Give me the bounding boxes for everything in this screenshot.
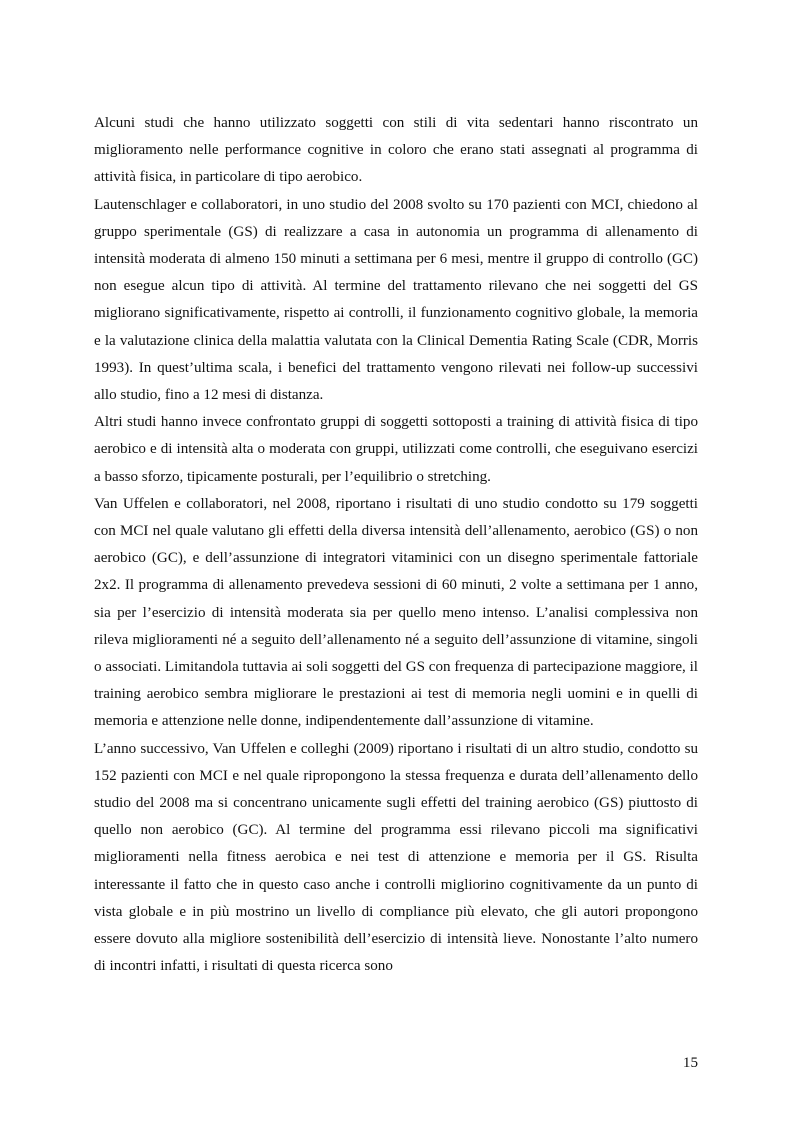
paragraph: L’anno successivo, Van Uffelen e colleghi (2009) riportano i risultati di un altro studio, condotto su 152 pazienti con MCI e nel quale ripropongono la stessa frequenza e durata dell’allenamento dello studio del 2008 ma si concentrano unicamente sugli effetti del training aerobico (GS) piuttosto di quello non aerobico (GC). Al termine del programma essi rilevano piccoli ma significativi miglioramenti nella fitness aerobica e nei test di attenzione e memoria per il GS. Risulta interessante il fatto che in questo caso anche i controlli migliorino cognitivamente da un punto di vista globale e in più mostrino un livello di compliance più elevato, che gli autori propongono essere dovuto alla migliore sostenibilità dell’esercizio di intensità lieve. Nonostante l’alto numero di incontri infatti, i risultati di questa ricerca sono [94, 740, 698, 975]
paragraph: Alcuni studi che hanno utilizzato soggetti con stili di vita sedentari hanno riscontrato un miglioramento nelle performance cognitive in coloro che erano stati assegnati al programma di attività fisica, in particolare di tipo aerobico. [94, 115, 698, 186]
paragraph: Van Uffelen e collaboratori, nel 2008, riportano i risultati di uno studio condotto su 179 soggetti con MCI nel quale valutano gli effetti della diversa intensità dell’allenamento, aerobico (GS) o non aerobico (GC), e dell’assunzione di integratori vitaminici con un disegno sperimentale fattoriale 2x2. Il programma di allenamento prevedeva sessioni di 60 minuti, 2 volte a settimana per 1 anno, sia per l’esercizio di intensità moderata sia per quello meno intenso. L’analisi complessiva non rileva miglioramenti né a seguito dell’allenamento né a seguito dell’assunzione di vitamine, singoli o associati. Limitandola tuttavia ai soli soggetti del GS con frequenza di partecipazione maggiore, il training aerobico sembra migliorare le prestazioni ai test di memoria negli uomini e in quelli di memoria e attenzione nelle donne, indipendentemente dall’assunzione di vitamine. [94, 495, 698, 730]
page-number: 15 [682, 1055, 698, 1071]
paragraph: Altri studi hanno invece confrontato gruppi di soggetti sottoposti a training di attività fisica di tipo aerobico e di intensità alta o moderata con gruppi, utilizzati come controlli, che eseguivano esercizi a basso sforzo, tipicamente posturali, per l’equilibrio o stretching. [94, 414, 698, 485]
body-text [94, 110, 698, 981]
paragraph: Lautenschlager e collaboratori, in uno studio del 2008 svolto su 170 pazienti con MCI, chiedono al gruppo sperimentale (GS) di realizzare a casa in autonomia un programma di allenamento di intensità moderata di almeno 150 minuti a settimana per 6 mesi, mentre il gruppo di controllo (GC) non esegue alcun tipo di attività. Al termine del trattamento rilevano che nei soggetti del GS migliorano significativamente, rispetto ai controlli, il funzionamento cognitivo globale, la memoria e la valutazione clinica della malattia valutata con la Clinical Dementia Rating Scale (CDR, Morris 1993). In quest’ultima scala, i benefici del trattamento vengono rilevati nei follow-up successivi allo studio, fino a 12 mesi di distanza. [94, 196, 698, 404]
